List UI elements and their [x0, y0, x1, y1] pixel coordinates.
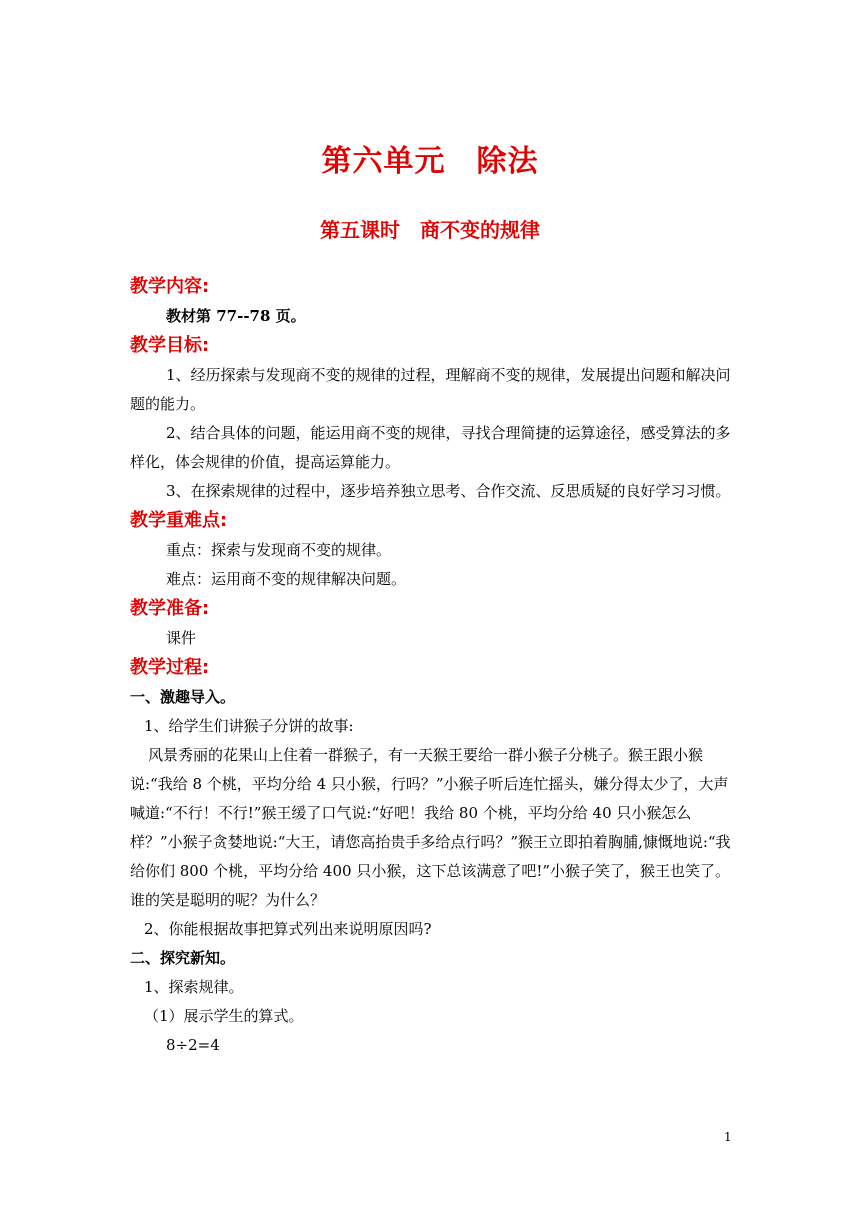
page-number: 1 — [724, 1130, 732, 1144]
document-body — [130, 272, 735, 1060]
preparation-heading: 教学准备: — [130, 598, 210, 619]
lesson-title: 第五课时 商不变的规律 — [320, 218, 540, 242]
story-paragraph: 风景秀丽的花果山上住着一群猴子，有一天猴王要给一群小猴子分桃子。猴王跟小猴说:“我给 8 个桃，平均分给 4 只小猴，行吗？”小猴子听后连忙摇头，嫌分得太少了，大声喊道:“不行！不行!”猴王缓了口气说:“好吧！我给 80 个桃，平均分给 40 只小猴怎么样？”小猴子贪婪地说:“大王，请您高抬贵手多给点行吗？”猴王立即拍着胸脯,慷慨地说:“我给你们 800 个桃，平均分给 400 只小猴，这下总该满意了吧!”小猴子笑了，猴王也笑了。谁的笑是聪明的呢？为什么？ — [130, 746, 731, 909]
key-points-heading: 教学重难点: — [130, 510, 228, 531]
preparation-text: 课件 — [166, 629, 197, 647]
goal-3: 3、在探索规律的过程中，逐步培养独立思考、合作交流、反思质疑的良好学习习惯。 — [166, 482, 731, 500]
goals-heading: 教学目标: — [130, 335, 210, 356]
goal-2: 2、结合具体的问题，能运用商不变的规律，寻找合理简捷的运算途径，感受算法的多样化，体会规律的价值，提高运算能力。 — [130, 424, 731, 471]
difficult-point: 难点：运用商不变的规律解决问题。 — [166, 570, 407, 588]
content-text: 教材第 77--78 页。 — [166, 307, 306, 325]
part-2-item-1: 1、探索规律。 — [144, 978, 244, 996]
part-2-sub-1: （1）展示学生的算式。 — [144, 1007, 304, 1025]
part-1-item-1: 1、给学生们讲猴子分饼的故事: — [144, 717, 354, 735]
part-1-item-2: 2、你能根据故事把算式列出来说明原因吗? — [144, 920, 432, 938]
content-heading: 教学内容: — [130, 276, 210, 297]
process-heading: 教学过程: — [130, 657, 210, 678]
unit-title: 第六单元 除法 — [321, 144, 539, 179]
part-1-title: 一、激趣导入。 — [130, 688, 236, 706]
goal-1: 1、经历探索与发现商不变的规律的过程，理解商不变的规律，发展提出问题和解决问题的能力。 — [130, 366, 731, 413]
part-2-title: 二、探究新知。 — [130, 949, 236, 967]
key-point: 重点：探索与发现商不变的规律。 — [166, 541, 392, 559]
equation-1: 8÷2=4 — [166, 1036, 220, 1054]
